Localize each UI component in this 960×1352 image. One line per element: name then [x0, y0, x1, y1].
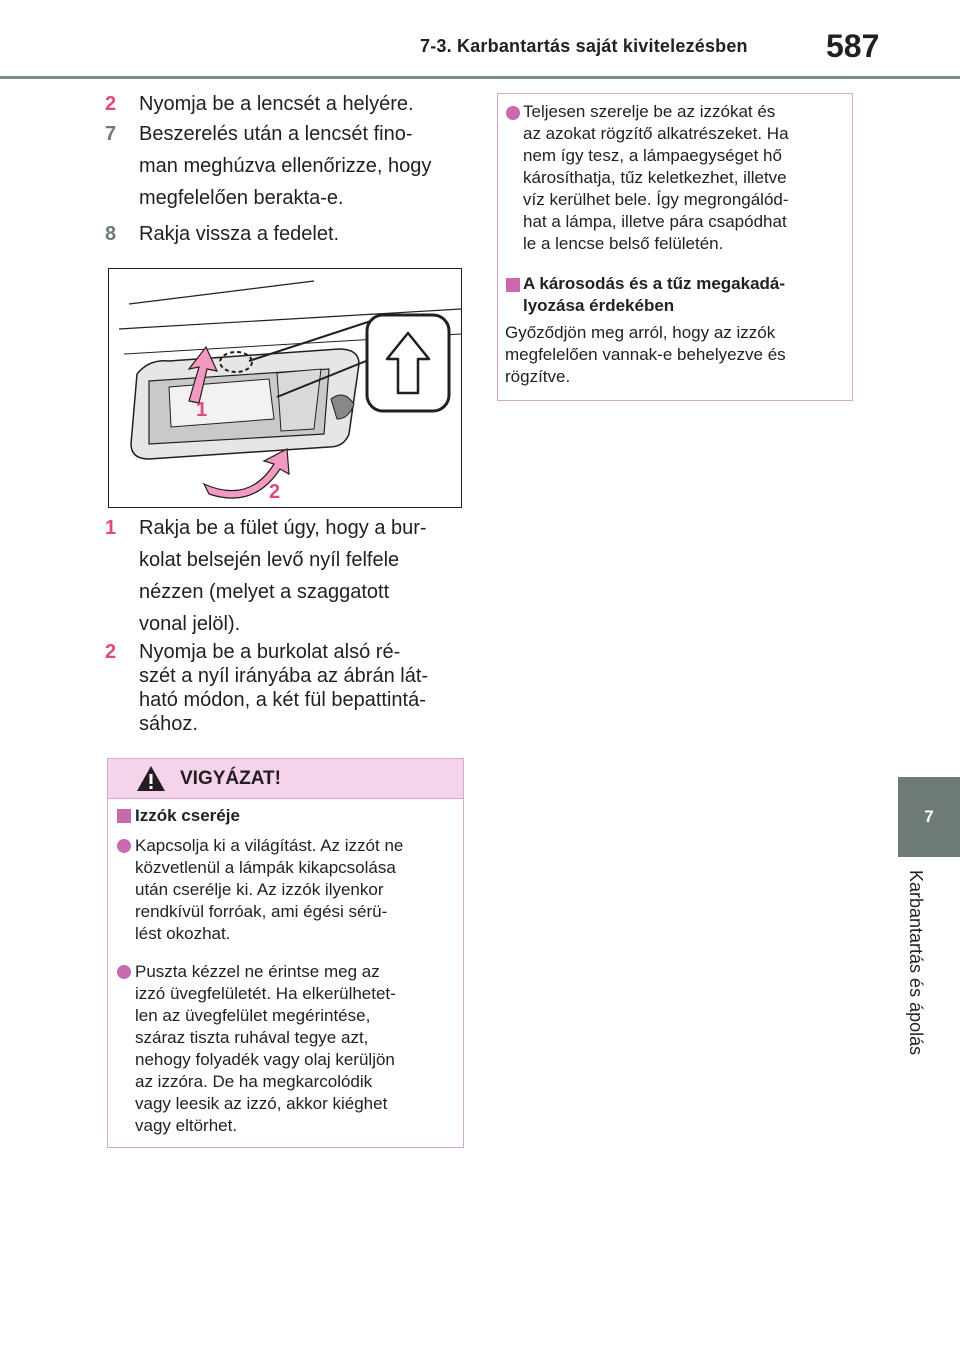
header-rule: [0, 76, 960, 79]
right-line: nem így tesz, a lámpaegységet hő: [523, 146, 782, 165]
round-bullet-icon: [506, 106, 520, 120]
step-number: 2: [105, 641, 117, 663]
section-title: 7-3. Karbantartás saját kivitelezésben: [420, 36, 748, 56]
caution-line: Puszta kézzel ne érintse meg az: [135, 962, 380, 981]
step-text-line: ható módon, a két fül bepattintá-: [139, 689, 426, 711]
caution-line: vagy eltörhet.: [135, 1116, 238, 1135]
right-line: víz kerülhet bele. Így megrongálód-: [523, 190, 789, 209]
chapter-title: Karbantartás és ápolás: [906, 870, 926, 1056]
right-line: az azokat rögzítő alkatrészeket. Ha: [523, 124, 789, 143]
right-line: károsíthatja, tűz keletkezhet, illetve: [523, 168, 787, 187]
caution-line: száraz tiszta ruhával tegye azt,: [135, 1028, 369, 1047]
square-bullet-icon: [117, 809, 131, 823]
step-text-line: kolat belsején levő nyíl felfele: [139, 549, 400, 571]
caution-line: nehogy folyadék vagy olaj kerüljön: [135, 1050, 395, 1069]
caution-box: [107, 758, 464, 1148]
page-number: 587: [826, 28, 880, 64]
right-paragraph-line: rögzítve.: [505, 367, 571, 386]
chapter-title-vertical: [905, 870, 935, 1200]
step-text-line: megfelelően berakta-e.: [139, 187, 344, 209]
step-7: [105, 118, 465, 214]
step-text-line: Beszerelés után a lencsét fino-: [139, 123, 413, 145]
right-line: le a lencse belső felületén.: [523, 234, 724, 253]
step-text-line: sához.: [139, 713, 198, 735]
caution-bullet-1: [135, 835, 460, 945]
lamp-cover-illustration: [109, 269, 461, 507]
round-bullet-icon: [117, 839, 131, 853]
caution-subheading: Izzók cseréje: [135, 806, 240, 825]
step-text-line: szét a nyíl irányába az ábrán lát-: [139, 665, 429, 687]
step-text-line: Nyomja be a burkolat alsó ré-: [139, 641, 401, 663]
caution-continued-box: [497, 93, 853, 401]
caution-line: lést okozhat.: [135, 924, 231, 943]
step-text-line: Rakja be a fület úgy, hogy a bur-: [139, 517, 427, 539]
step-2-top: [105, 88, 465, 120]
caution-line: vagy leesik az izzó, akkor kiéghet: [135, 1094, 388, 1113]
caution-line: rendkívül forróak, ami égési sérü-: [135, 902, 388, 921]
step-text-line: nézzen (melyet a szaggatott: [139, 581, 390, 603]
caution-line: után cserélje ki. Az izzók ilyenkor: [135, 880, 384, 899]
step-text-line: man meghúzva ellenőrizze, hogy: [139, 155, 432, 177]
step-2-bottom: [105, 640, 465, 736]
step-number: 7: [105, 123, 117, 145]
right-paragraph-line: megfelelően vannak-e behelyezve és: [505, 345, 786, 364]
caution-bullet-2: [135, 961, 460, 1137]
step-number: 8: [105, 223, 117, 245]
step-number: 2: [105, 93, 117, 115]
caution-header: [108, 759, 463, 799]
step-text-line: vonal jelöl).: [139, 613, 241, 635]
right-paragraph-line: Győződjön meg arról, hogy az izzók: [505, 323, 776, 342]
step-text-line: Nyomja be a lencsét a helyére.: [139, 93, 414, 115]
figure-label-1: 1: [196, 399, 208, 421]
caution-line: az izzóra. De ha megkarcolódik: [135, 1072, 373, 1091]
caution-line: közvetlenül a lámpák kikapcsolása: [135, 858, 396, 877]
right-line: Teljesen szerelje be az izzókat és: [523, 102, 776, 121]
chapter-number: 7: [924, 807, 934, 826]
right-subheading: [523, 273, 851, 317]
square-bullet-icon: [506, 278, 520, 292]
right-paragraph: [505, 322, 850, 388]
chapter-tab: [898, 777, 960, 857]
lamp-cover-figure: [108, 268, 462, 508]
caution-line: len az üvegfelület megérintése,: [135, 1006, 371, 1025]
right-bullet-1: [523, 101, 851, 255]
caution-line: Kapcsolja ki a világítást. Az izzót ne: [135, 836, 404, 855]
step-1: [105, 512, 465, 640]
caution-heading: VIGYÁZAT!: [180, 768, 281, 789]
right-line: hat a lámpa, illetve pára csapódhat: [523, 212, 787, 231]
warning-icon: [136, 765, 166, 792]
step-text-line: Rakja vissza a fedelet.: [139, 223, 340, 245]
step-number: 1: [105, 517, 117, 539]
round-bullet-icon: [117, 965, 131, 979]
step-8: [105, 218, 465, 250]
right-subheading-line: A károsodás és a tűz megakadá-: [523, 274, 786, 293]
figure-label-2: 2: [269, 481, 281, 503]
caution-line: izzó üvegfelületét. Ha elkerülhetet-: [135, 984, 396, 1003]
right-subheading-line: lyozása érdekében: [523, 296, 675, 315]
